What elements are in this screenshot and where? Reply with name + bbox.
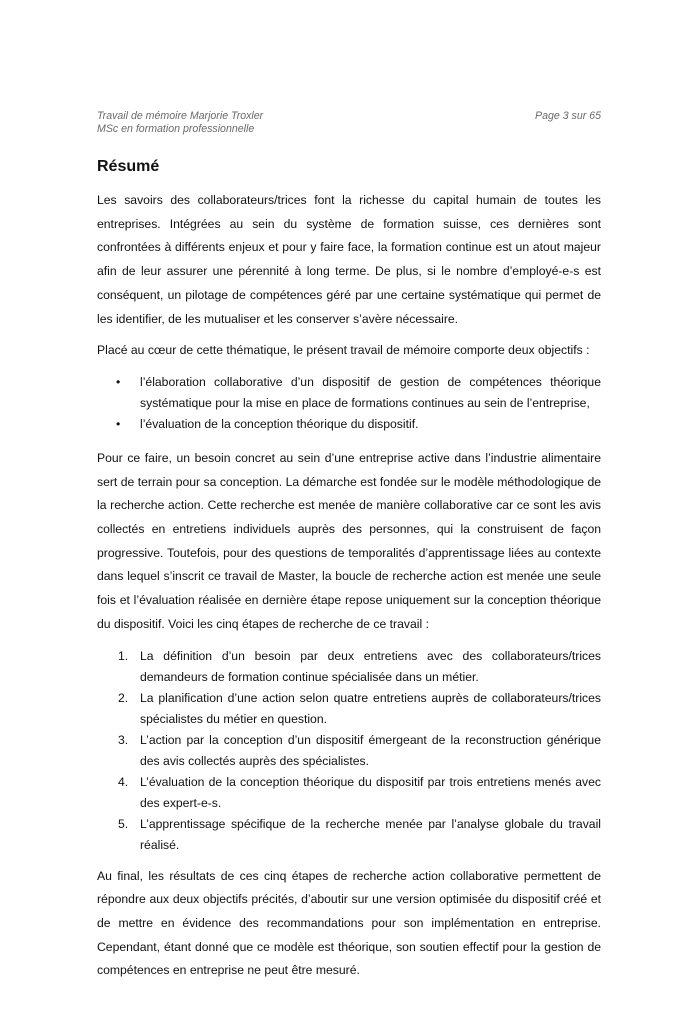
- list-item: [97, 646, 601, 688]
- bullet-icon: •: [116, 374, 121, 389]
- header-program-line: MSc en formation professionnelle: [97, 123, 255, 135]
- list-item: [97, 688, 601, 730]
- list-item-text: l’élaboration collaborative d’un dispositif de gestion de compétences théorique systématique pour la mise en place de formations continues au sein de l’entreprise,: [140, 374, 601, 410]
- objectives-list: [97, 372, 601, 435]
- list-item-text: La planification d’une action selon quatre entretiens auprès de collaborateurs/trices spécialistes du métier en question.: [140, 690, 601, 726]
- paragraph-intro: Les savoirs des collaborateurs/trices font la richesse du capital humain de toutes les entreprises. Intégrées au sein du système de formation suisse, ces dernières sont confrontées à différents enjeux et pour y faire face, la formation continue est un atout majeur afin de leur assurer une pérennité à long terme. De plus, si le nombre d’employé-e-s est conséquent, un pilotage de compétences géré par une certaine systématique qui permet de les identifier, de les mutualiser et les conserver s’avère nécessaire.: [97, 193, 601, 326]
- page-header: [97, 110, 601, 136]
- list-item-text: L’évaluation de la conception théorique du dispositif par trois entretiens menés avec des expert-e-s.: [140, 774, 601, 810]
- bullet-icon: •: [116, 416, 121, 431]
- step-number: 1.: [118, 648, 129, 663]
- list-item: [97, 814, 601, 856]
- section-title: Résumé: [97, 158, 160, 175]
- paragraph-objectives-intro: Placé au cœur de cette thématique, le présent travail de mémoire comporte deux objectifs :: [97, 343, 590, 358]
- step-number: 2.: [118, 690, 129, 705]
- header-author-line: Travail de mémoire Marjorie Troxler: [97, 110, 264, 122]
- paragraph-methodology: Pour ce faire, un besoin concret au sein d’une entreprise active dans l’industrie alimentaire sert de terrain pour sa conception. La démarche est fondée sur le modèle méthodologique de la recherche action. Cette recherche est menée de manière collaborative car ce sont les avis collectés en entretiens individuels auprès des personnes, qui la construisent de façon progressive. Toutefois, pour des questions de temporalités d’apprentissage liées au contexte dans lequel s’inscrit ce travail de Master, la boucle de recherche action est menée une seule fois et l’évaluation réalisée en dernière étape repose uniquement sur la conception théorique du dispositif. Voici les cinq étapes de recherche de ce travail :: [97, 450, 601, 631]
- list-item: [97, 730, 601, 772]
- list-item-text: L’action par la conception d’un dispositif émergeant de la reconstruction générique des avis collectés auprès des spécialistes.: [140, 732, 601, 768]
- step-number: 5.: [118, 816, 129, 831]
- list-item: [97, 772, 601, 814]
- list-item: [97, 372, 601, 414]
- step-number: 4.: [118, 774, 129, 789]
- list-item-text: l’évaluation de la conception théorique du dispositif.: [140, 416, 419, 431]
- steps-list: [97, 646, 601, 856]
- paragraph-conclusion: Au final, les résultats de ces cinq étapes de recherche action collaborative permettent de répondre aux deux objectifs précités, d’aboutir sur une version optimisée du dispositif créé et de mettre en évidence des recommandations pour son implémentation en entreprise. Cependant, étant donné que ce modèle est théorique, son soutien effectif pour la gestion de compétences en entreprise ne peut être mesuré.: [97, 868, 601, 978]
- document-page: [97, 110, 601, 983]
- list-item-text: L’apprentissage spécifique de la recherche menée par l’analyse globale du travail réalisé.: [140, 816, 601, 852]
- list-item: [97, 414, 601, 435]
- step-number: 3.: [118, 732, 129, 747]
- page-number: Page 3 sur 65: [535, 110, 601, 122]
- list-item-text: La définition d’un besoin par deux entretiens avec des collaborateurs/trices demandeurs de formation continue spécialisée dans un métier.: [140, 648, 601, 684]
